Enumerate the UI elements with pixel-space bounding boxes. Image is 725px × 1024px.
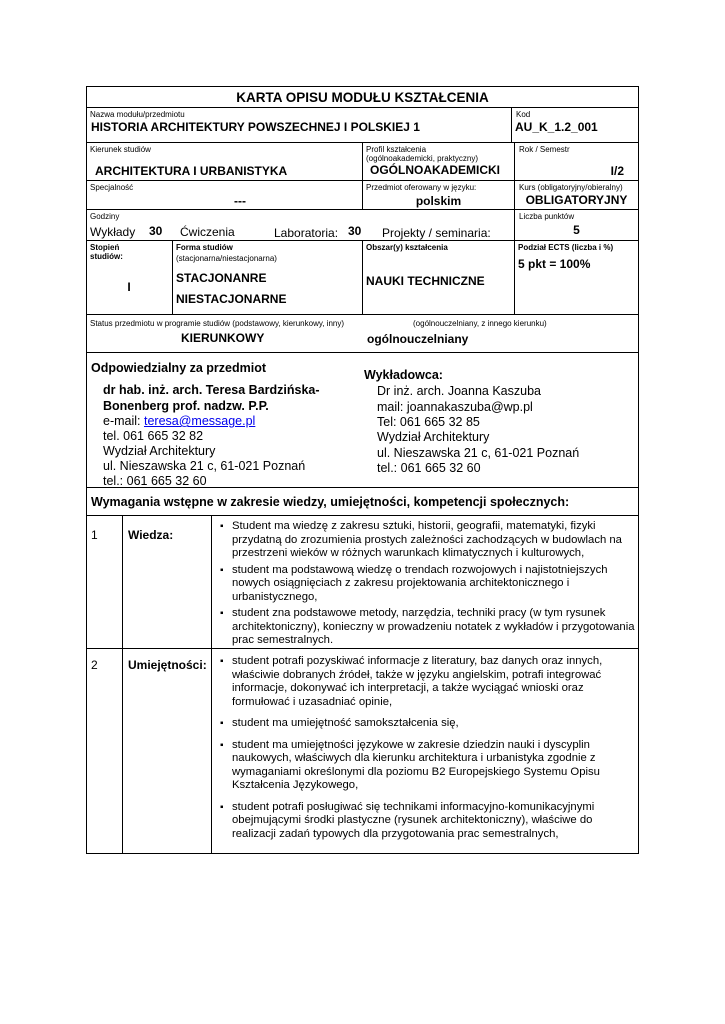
profile-label-hint: (ogólnoakademicki, praktyczny) [366,154,479,163]
profile-value: OGÓLNOAKADEMICKI [370,163,500,177]
lecturer-tel-2: tel.: 061 665 32 60 [377,461,481,475]
code-label: Kod [516,110,531,119]
list-item: ▪ student potrafi posługiwać się technikami informacyjno-komunikacyjnymi obejmującymi środki plastyczne (rysunek architektoniczny), właściwe do realizacji zadań typowych dla przygotowania prac semestralnych, [218,801,636,842]
module-name: HISTORIA ARCHITEKTURY POWSZECHNEJ I POLSKIEJ 1 [91,120,420,134]
course-value: OBLIGATORYJNY [525,193,628,207]
requirements-heading: Wymagania wstępne w zakresie wiedzy, umiejętności, kompetencji społecznych: [91,495,570,509]
lecturer-address: ul. Nieszawska 21 c, 61-021 Poznań [377,446,580,460]
degree-value: I [127,280,131,294]
responsible-tel: tel. 061 665 32 82 [103,429,204,443]
labs-label: Laboratoria: [274,226,339,240]
language-label: Przedmiot oferowany w języku: [366,183,477,192]
requirement-label-skills: Umiejętności: [128,658,207,672]
points-label: Liczba punktów [519,212,575,221]
responsible-tel-2: tel.: 061 665 32 60 [103,474,207,488]
skills-list [218,655,636,841]
lecturer-heading: Wykładowca: [364,368,443,382]
year-label: Rok / Semestr [519,145,570,154]
responsible-name-2: Bonenberg prof. nadzw. P.P. [103,399,269,413]
requirement-num-2: 2 [91,658,98,672]
form-label-hint: (stacjonarna/niestacjonarna) [176,254,277,263]
ects-value: 5 pkt = 100% [518,257,591,271]
form-label: Forma studiów [176,243,233,252]
email-link[interactable]: teresa@message.pl [143,414,256,428]
status-value-2: ogólnouczelniany [367,332,469,346]
requirement-label-knowledge: Wiedza: [128,528,174,542]
profile-label: Profil kształcenia [366,145,427,154]
email-prefix: e-mail: [103,414,144,428]
points-value: 5 [573,223,580,237]
form-value-1: STACJONANRE [176,271,267,285]
list-item: ▪ student potrafi pozyskiwać informacje z literatury, baz danych oraz innych, właściwie dobranych źródeł, także w języku angielskim, potrafi integrować informacje, dokonywać ich interpretacji, a także wyciągać wnioski oraz formułować i uzasadniać opinie, [218,655,636,709]
exercises-label: Ćwiczenia [180,225,235,239]
status-value: KIERUNKOWY [181,331,265,345]
responsible-email-line [103,414,255,429]
projects-label: Projekty / seminaria: [382,226,491,240]
specialty-label: Specjalność [90,183,134,192]
lecturer-dept: Wydział Architektury [377,430,490,444]
page-title: KARTA OPISU MODUŁU KSZTAŁCENIA [236,90,489,105]
lectures-label: Wykłady [90,225,136,239]
status-label-2: (ogólnouczelniany, z innego kierunku) [413,319,547,328]
hours-label: Godziny [90,212,120,221]
field-label: Kierunek studiów [90,145,151,154]
lecturer-mail: mail: joannakaszuba@wp.pl [377,400,533,414]
list-item: ▪ student ma umiejętności językowe w zakresie dziedzin nauki i dyscyplin naukowych, właściwych dla kierunku architektura i urbanistyka zgodnie z wymaganiami określonymi dla poziomu B2 Europejskiego Systemu Opisu Kształcenia Językowego, [218,739,636,793]
course-label: Kurs (obligatoryjny/obieralny) [519,183,623,192]
list-item: ▪ student ma podstawową wiedzę o trendach rozwojowych i najistotniejszych nowych osiągnięciach z zakresu projektowania architektonicznego i urbanistycznego, [218,564,636,605]
responsible-address: ul. Nieszawska 21 c, 61-021 Poznań [103,459,306,473]
form-value-2: NIESTACJONARNE [176,292,287,306]
year-value: I/2 [610,164,624,178]
lecturer-tel: Tel: 061 665 32 85 [377,415,480,429]
degree-label: Stopień [90,243,120,252]
lecturer-name: Dr inż. arch. Joanna Kaszuba [377,384,541,398]
list-item: ▪ student ma umiejętność samokształcenia się, [218,717,636,731]
area-value: NAUKI TECHNICZNE [366,274,485,288]
responsible-heading: Odpowiedzialny za przedmiot [91,361,267,375]
responsible-dept: Wydział Architektury [103,444,216,458]
lectures-value: 30 [149,224,163,238]
status-label: Status przedmiotu w programie studiów (podstawowy, kierunkowy, inny) [90,319,345,328]
specialty-value: --- [234,194,246,208]
degree-label-2: studiów: [90,252,123,261]
responsible-name-1: dr hab. inż. arch. Teresa Bardzińska- [103,383,320,397]
module-label: Nazwa modułu/przedmiotu [90,110,185,119]
labs-value: 30 [348,224,362,238]
field-value: ARCHITEKTURA I URBANISTYKA [95,164,288,178]
area-label: Obszar(y) kształcenia [366,243,448,252]
list-item: ▪ Student ma wiedzę z zakresu sztuki, historii, geografii, matematyki, fizyki przydatną do zrozumienia prostych zależności zachodzących w budowlach na przestrzeni wieków w różnych warunkach klimatycznych i kulturowych, [218,520,636,561]
language-value: polskim [415,194,462,208]
knowledge-list [218,520,636,648]
requirement-num-1: 1 [91,528,98,542]
module-code: AU_K_1.2_001 [515,120,598,134]
ects-label: Podział ECTS (liczba i %) [518,243,614,252]
list-item: ▪ student zna podstawowe metody, narzędzia, techniki pracy (w tym rysunek architektoniczny), konieczny w prowadzeniu notatek z wykładów i przygotowania prac semestralnych. [218,607,636,648]
